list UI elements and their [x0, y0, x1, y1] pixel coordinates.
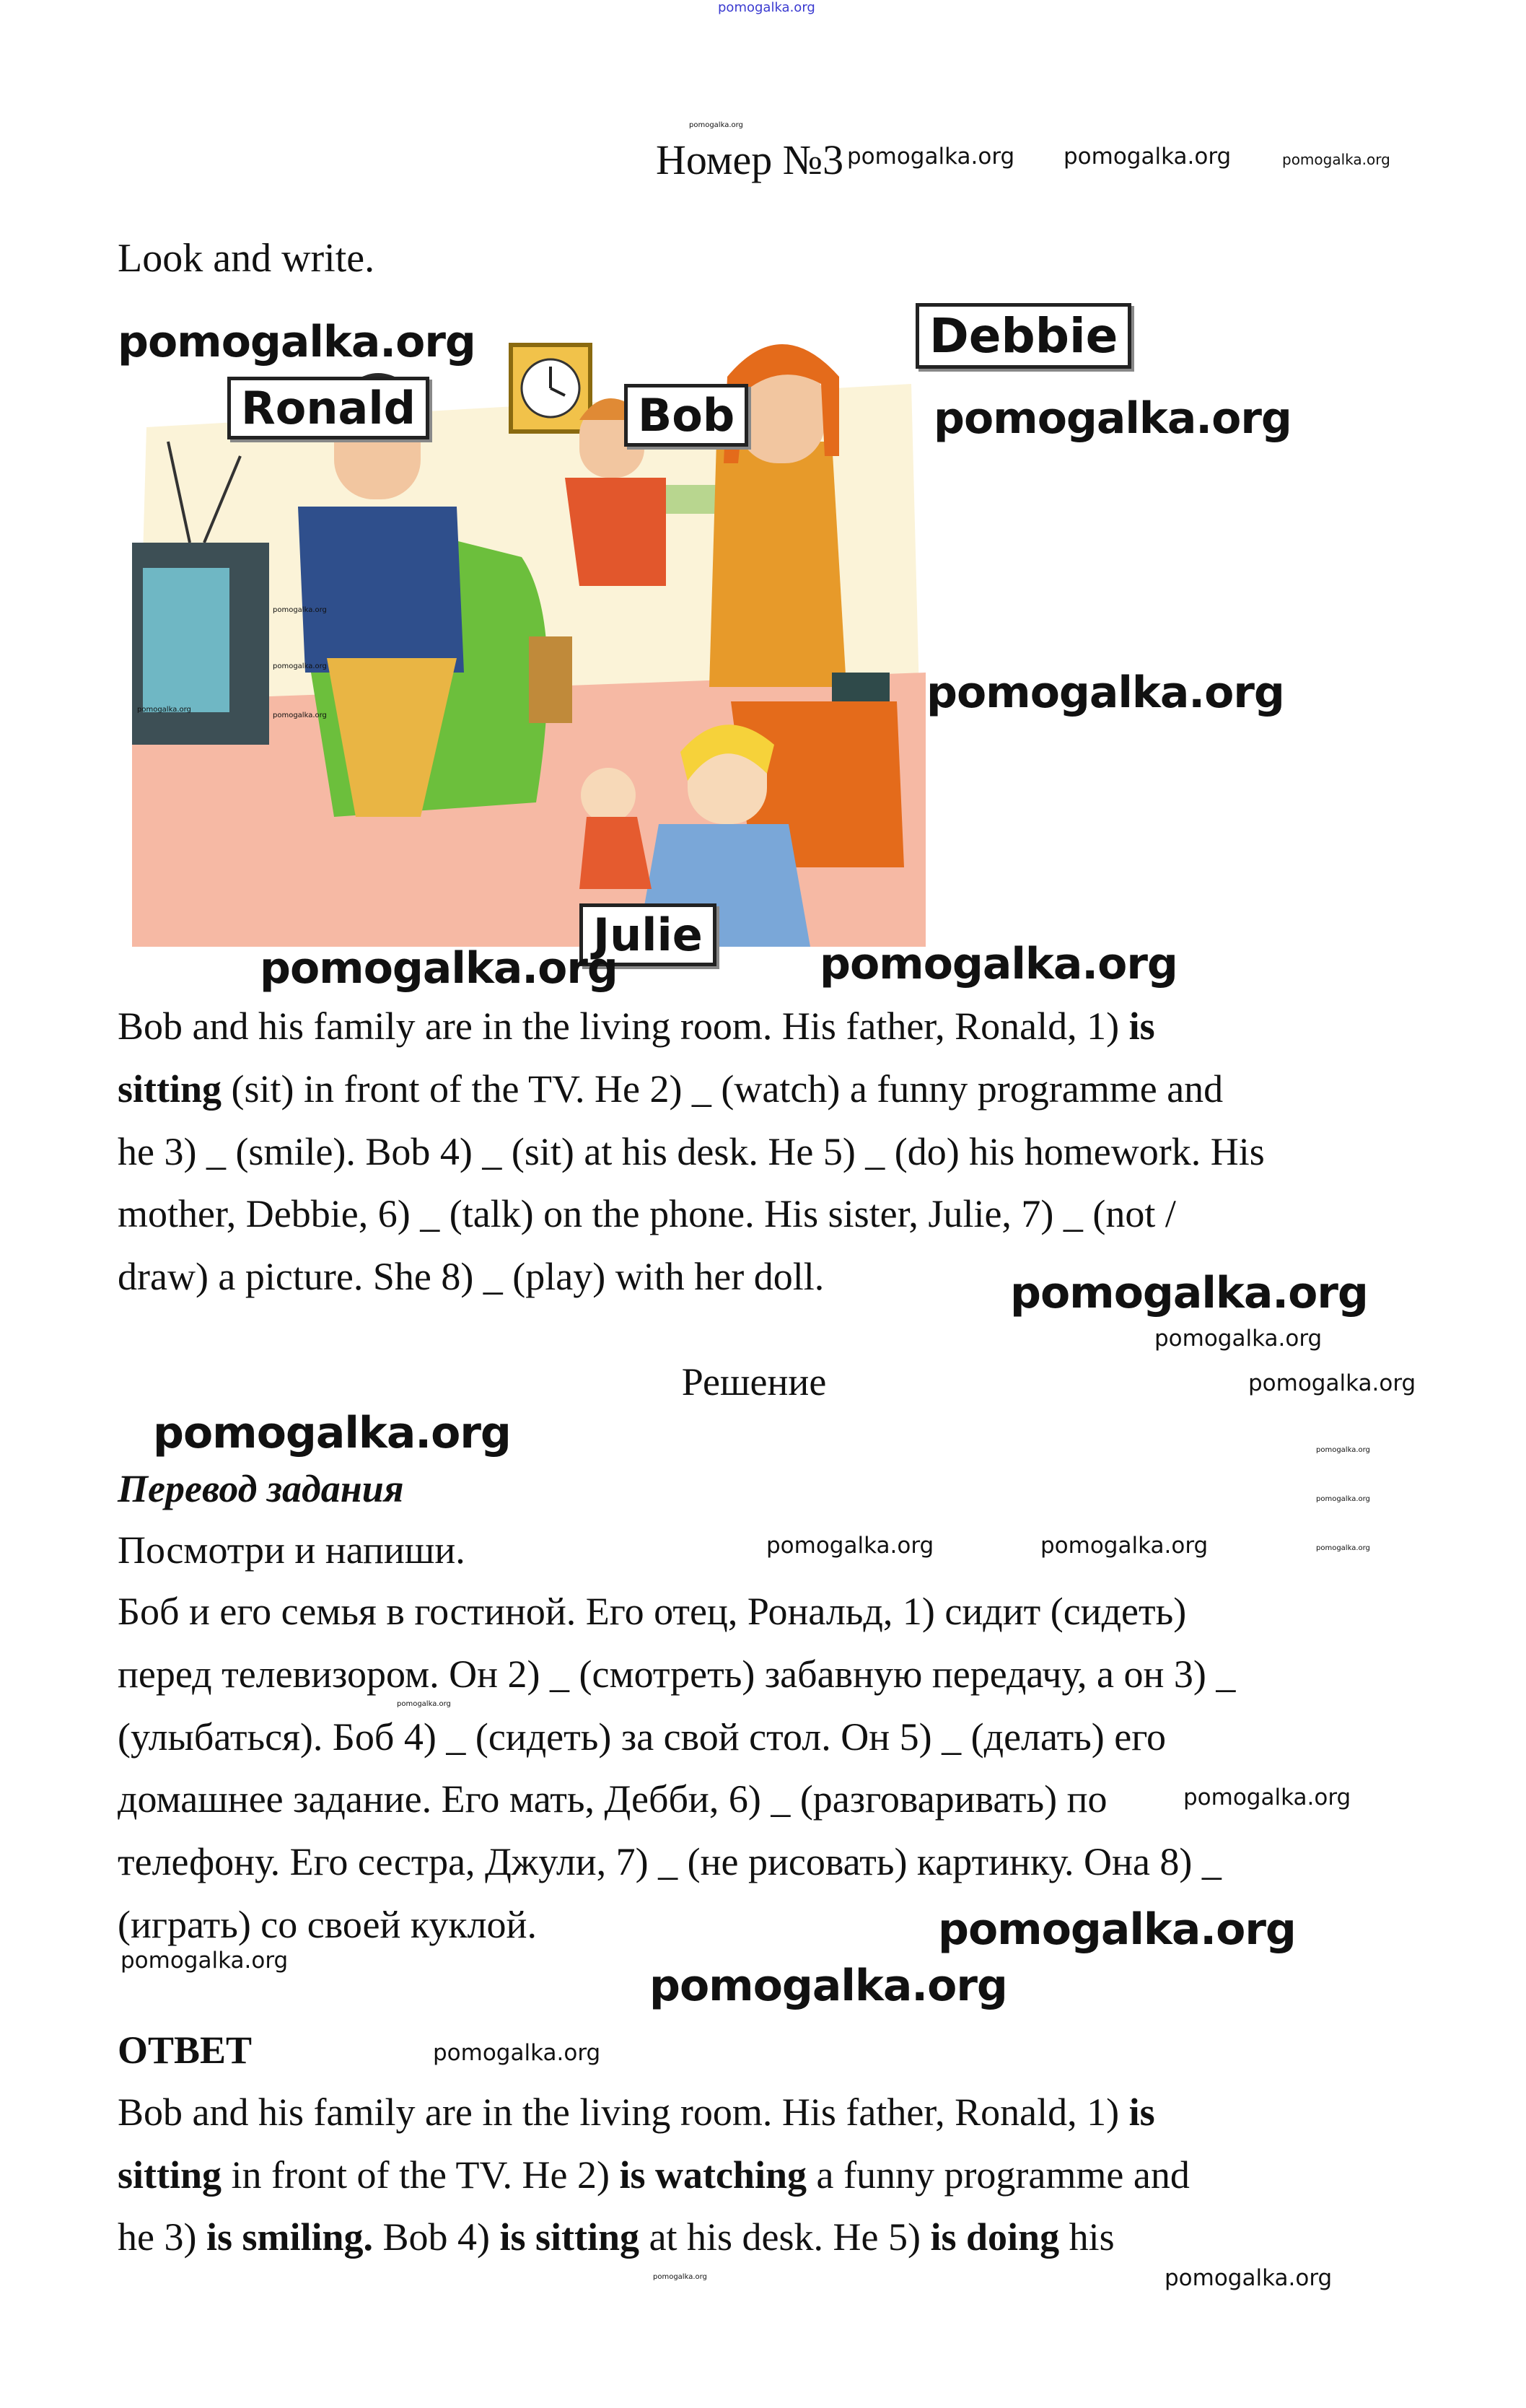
translation-line — [118, 1715, 1166, 1759]
exercise-line — [118, 1192, 1176, 1235]
exercise-line — [118, 1130, 1265, 1173]
task-instruction: Look and write. — [118, 236, 375, 281]
watermark: pomogalka.org — [118, 317, 475, 367]
answer-line — [118, 2215, 1115, 2259]
watermark: pomogalka.org — [1040, 1533, 1209, 1559]
watermark: pomogalka.org — [820, 939, 1178, 989]
text-segment: телефону. Его сестра, Джули, 7) _ (не рисовать) картинку. Она 8) _ — [118, 1840, 1222, 1883]
solution-heading: Решение — [681, 1360, 827, 1404]
text-segment: (улыбаться). Боб 4) _ (сидеть) за свой стол. Он 5) _ (делать) его — [118, 1715, 1167, 1759]
watermark: pomogalka.org — [137, 706, 191, 714]
text-segment: Боб и его семья в гостиной. Его отец, Рональд, 1) сидит (сидеть) — [118, 1590, 1187, 1633]
translation-heading: Перевод задания — [118, 1467, 404, 1510]
answer-highlight: is watching — [619, 2153, 807, 2197]
watermark: pomogalka.org — [1316, 1495, 1370, 1503]
watermark: pomogalka.org — [1248, 1370, 1416, 1396]
text-segment: Bob and his family are in the living room. His father, Ronald, 1) — [118, 2090, 1129, 2134]
answer-heading: ОТВЕТ — [118, 2028, 253, 2072]
exercise-line — [118, 1067, 1223, 1111]
watermark: pomogalka.org — [1154, 1326, 1323, 1352]
watermark: pomogalka.org — [397, 1700, 451, 1708]
text-segment: at his desk. He 5) — [639, 2215, 931, 2259]
watermark: pomogalka.org — [1316, 1446, 1370, 1454]
translation-line — [118, 1590, 1186, 1633]
answer-highlight: sitting — [118, 2153, 222, 2197]
watermark: pomogalka.org — [260, 943, 618, 994]
watermark: pomogalka.org — [433, 2040, 601, 2066]
watermark: pomogalka.org — [649, 1961, 1007, 2011]
answer-highlight: is smiling. — [206, 2215, 374, 2259]
exercise-line — [118, 1255, 824, 1298]
translation-instruction: Посмотри и напиши. — [118, 1528, 465, 1572]
translation-line — [118, 1903, 537, 1946]
translation-line — [118, 1652, 1235, 1696]
watermark: pomogalka.org — [1282, 151, 1390, 168]
watermark: pomogalka.org — [273, 712, 327, 719]
translation-line — [118, 1840, 1222, 1883]
answer-highlight: is sitting — [499, 2215, 640, 2259]
watermark: pomogalka.org — [938, 1904, 1296, 1955]
watermark: pomogalka.org — [273, 662, 327, 670]
exercise-line — [118, 1004, 1155, 1048]
text-segment: draw) a picture. She 8) _ (play) with her doll. — [118, 1255, 825, 1298]
text-segment: Bob and his family are in the living room. His father, Ronald, 1) — [118, 1004, 1129, 1048]
label-julie: Julie — [579, 903, 716, 966]
watermark: pomogalka.org — [689, 121, 743, 129]
translation-line — [118, 1777, 1108, 1821]
site-link-top[interactable]: pomogalka.org — [718, 0, 815, 15]
text-segment: (играть) со своей куклой. — [118, 1903, 537, 1946]
label-bob: Bob — [624, 384, 748, 447]
text-segment: in front of the TV. He 2) — [222, 2153, 620, 2197]
answer-highlight: is — [1128, 1004, 1155, 1048]
watermark: pomogalka.org — [847, 144, 1015, 170]
answer-line — [118, 2090, 1155, 2134]
answer-highlight: sitting — [118, 1067, 222, 1111]
watermark: pomogalka.org — [1316, 1544, 1370, 1552]
watermark: pomogalka.org — [926, 667, 1284, 718]
label-debbie: Debbie — [916, 303, 1131, 369]
watermark: pomogalka.org — [1183, 1785, 1351, 1811]
watermark: pomogalka.org — [653, 2273, 707, 2281]
text-segment: (sit) in front of the TV. He 2) _ (watch) a funny programme and — [222, 1067, 1224, 1111]
answer-line — [118, 2153, 1190, 2197]
watermark: pomogalka.org — [766, 1533, 934, 1559]
answer-highlight: is doing — [930, 2215, 1060, 2259]
text-segment: mother, Debbie, 6) _ (talk) on the phone. His sister, Julie, 7) _ (not / — [118, 1192, 1176, 1235]
text-segment: a funny programme and — [807, 2153, 1190, 2197]
watermark: pomogalka.org — [153, 1408, 511, 1458]
text-segment: Bob 4) — [373, 2215, 500, 2259]
text-segment: he 3) _ (smile). Bob 4) _ (sit) at his desk. He 5) _ (do) his homework. His — [118, 1130, 1265, 1173]
text-segment: перед телевизором. Он 2) _ (смотреть) забавную передачу, а он 3) _ — [118, 1652, 1236, 1696]
answer-highlight: is — [1128, 2090, 1155, 2134]
watermark: pomogalka.org — [934, 393, 1292, 444]
watermark: pomogalka.org — [1165, 2265, 1333, 2291]
label-ronald: Ronald — [227, 377, 429, 439]
phone-icon — [832, 673, 890, 701]
text-segment: he 3) — [118, 2215, 206, 2259]
watermark: pomogalka.org — [1010, 1268, 1368, 1318]
text-segment: домашнее задание. Его мать, Дебби, 6) _ (разговаривать) по — [118, 1777, 1108, 1821]
watermark: pomogalka.org — [120, 1948, 289, 1974]
page-title: Номер №3 — [656, 136, 844, 183]
watermark: pomogalka.org — [273, 606, 327, 614]
watermark: pomogalka.org — [1064, 144, 1232, 170]
text-segment: his — [1059, 2215, 1115, 2259]
